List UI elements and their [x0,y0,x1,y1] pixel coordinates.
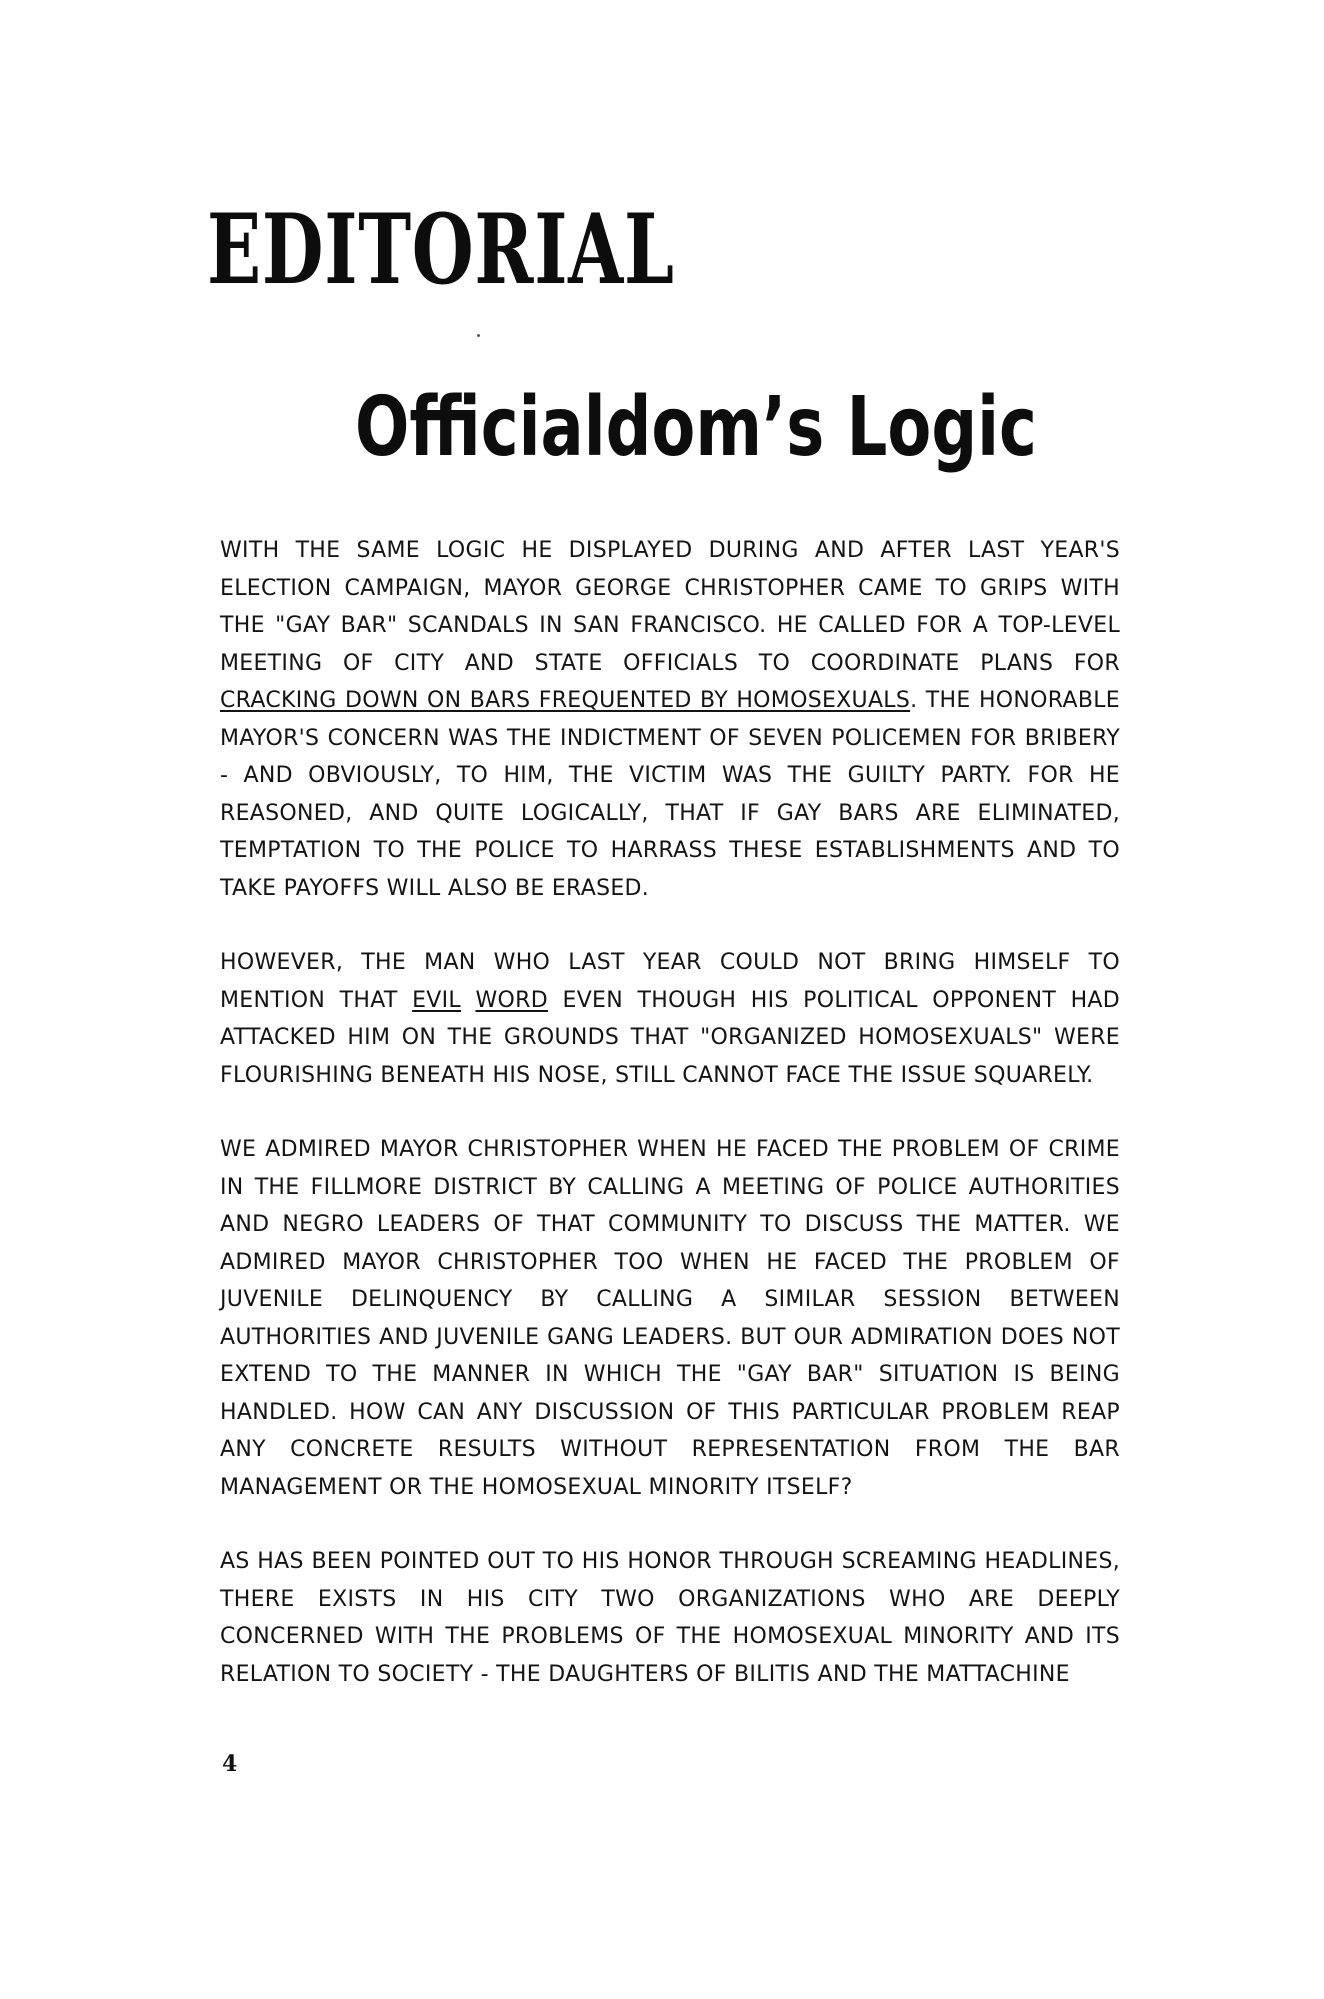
page-number: 4 [222,1751,238,1777]
underlined-phrase-cracking-down: CRACKING DOWN ON BARS FREQUENTED BY HOMOSEXUALS [220,688,911,713]
paragraph-3: WE ADMIRED MAYOR CHRISTOPHER WHEN HE FACED THE PROBLEM OF CRIME IN THE FILLMORE DISTRICT BY CALLING A MEETING OF POLICE AUTHORITIES AND NEGRO LEADERS OF THAT COMMUNITY TO DISCUSS THE MATTER. WE ADMIRED MAYOR CHRISTOPHER TOO WHEN HE FACED THE PROBLEM OF JUVENILE DELINQUENCY BY CALLING A SIMILAR SESSION BETWEEN AUTHORITIES AND JUVENILE GANG LEADERS. BUT OUR ADMIRATION DOES NOT EXTEND TO THE MANNER IN WHICH THE "GAY BAR" SITUATION IS BEING HANDLED. HOW CAN ANY DISCUSSION OF THIS PARTICULAR PROBLEM REAP ANY CONCRETE RESULTS WITHOUT REPRESENTATION FROM THE BAR MANAGEMENT OR THE HOMOSEXUAL MINORITY ITSELF? [220,1137,1120,1500]
print-speck [477,334,480,337]
underlined-word-word: WORD [475,987,548,1013]
article-body [220,532,1120,1730]
underlined-word-evil: EVIL [412,987,461,1013]
paragraph-1 [220,532,1120,907]
paragraph-4: AS HAS BEEN POINTED OUT TO HIS HONOR THROUGH SCREAMING HEADLINES, THERE EXISTS IN HIS CITY TWO ORGANIZATIONS WHO ARE DEEPLY CONCERNED WITH THE PROBLEMS OF THE HOMOSEXUAL MINORITY AND ITS RELATION TO SOCIETY - THE DAUGHTERS OF BILITIS AND THE MATTACHINE [220,1549,1120,1687]
section-heading: EDITORIAL [207,193,675,306]
paragraph-2 [220,944,1120,1094]
article-title: Officialdom’s Logic [355,380,1037,475]
paragraph-1-text-a: WITH THE SAME LOGIC HE DISPLAYED DURING AND AFTER LAST YEAR'S ELECTION CAMPAIGN, MAYOR GEORGE CHRISTOPHER CAME TO GRIPS WITH THE "GAY BAR" SCANDALS IN SAN FRANCISCO. HE CALLED FOR A TOP-LEVEL MEETING OF CITY AND STATE OFFICIALS TO COORDINATE PLANS FOR [220,538,1120,676]
paragraph-1-text-b: . THE HONORABLE MAYOR'S CONCERN WAS THE INDICTMENT OF SEVEN POLICEMEN FOR BRIBERY - AND OBVIOUSLY, TO HIM, THE VICTIM WAS THE GUILTY PARTY. FOR HE REASONED, AND QUITE LOGICALLY, THAT IF GAY BARS ARE ELIMINATED, TEMPTATION TO THE POLICE TO HARRASS THESE ESTABLISHMENTS AND TO TAKE PAYOFFS WILL ALSO BE ERASED. [220,688,1120,901]
paragraph-2-space [461,988,476,1013]
paragraph-2-text-a: HOWEVER, THE MAN WHO LAST YEAR COULD NOT BRING HIMSELF TO MENTION THAT [220,950,1120,1013]
paragraph-2-text-b: EVEN THOUGH HIS POLITICAL OPPONENT HAD ATTACKED HIM ON THE GROUNDS THAT "ORGANIZED HOMOSEXUALS" WERE FLOURISHING BENEATH HIS NOSE, STILL CANNOT FACE THE ISSUE SQUARELY. [220,987,1121,1088]
